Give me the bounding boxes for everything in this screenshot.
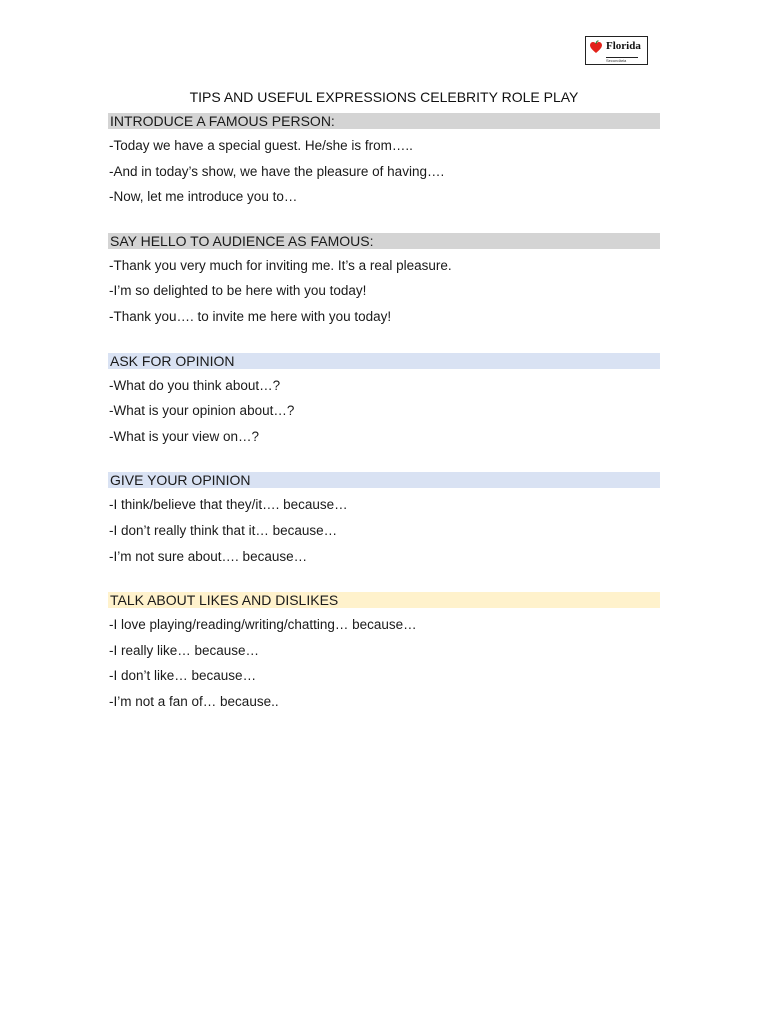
section-give-your-opinion — [108, 472, 660, 569]
section-heading: GIVE YOUR OPINION — [108, 472, 660, 488]
expression-line: -And in today’s show, we have the pleasure of having…. — [109, 163, 445, 179]
logo-name: Florida — [606, 40, 641, 52]
expression-line: -I don’t like… because… — [109, 668, 257, 684]
expression-line: -I don’t really think that it… because… — [109, 522, 338, 538]
section-heading: ASK FOR OPINION — [108, 353, 660, 369]
expression-line: -What is your opinion about…? — [109, 403, 295, 419]
section-heading: SAY HELLO TO AUDIENCE AS FAMOUS: — [108, 233, 660, 249]
expression-line: -I’m not sure about…. because… — [109, 548, 308, 564]
expression-line: -Thank you…. to invite me here with you today! — [109, 308, 392, 324]
section-introduce-famous-person — [108, 113, 660, 210]
expression-line: -Now, let me introduce you to… — [109, 189, 298, 205]
expression-line: -I’m so delighted to be here with you today! — [109, 283, 367, 299]
expression-line: -What is your view on…? — [109, 428, 260, 444]
section-heading: TALK ABOUT LIKES AND DISLIKES — [108, 592, 660, 608]
section-likes-and-dislikes — [108, 592, 660, 714]
heart-leaf-icon — [589, 40, 603, 54]
expression-line: -What do you think about…? — [109, 377, 281, 393]
florida-logo — [585, 36, 648, 65]
expression-line: -I’m not a fan of… because.. — [109, 693, 279, 709]
expression-line: -Thank you very much for inviting me. It’s a real pleasure. — [109, 257, 452, 273]
expressions-list — [108, 113, 660, 738]
expression-line: -I think/believe that they/it…. because… — [109, 497, 348, 513]
section-heading: INTRODUCE A FAMOUS PERSON: — [108, 113, 660, 129]
section-ask-for-opinion — [108, 353, 660, 450]
logo-subtitle: Secundària — [606, 57, 638, 64]
expression-line: -Today we have a special guest. He/she is from….. — [109, 138, 413, 153]
expression-line: -I really like… because… — [109, 642, 260, 658]
page-title: TIPS AND USEFUL EXPRESSIONS CELEBRITY ROLE PLAY — [189, 89, 579, 105]
section-say-hello-to-audience — [108, 233, 660, 330]
expression-line: -I love playing/reading/writing/chatting… because… — [109, 617, 417, 633]
